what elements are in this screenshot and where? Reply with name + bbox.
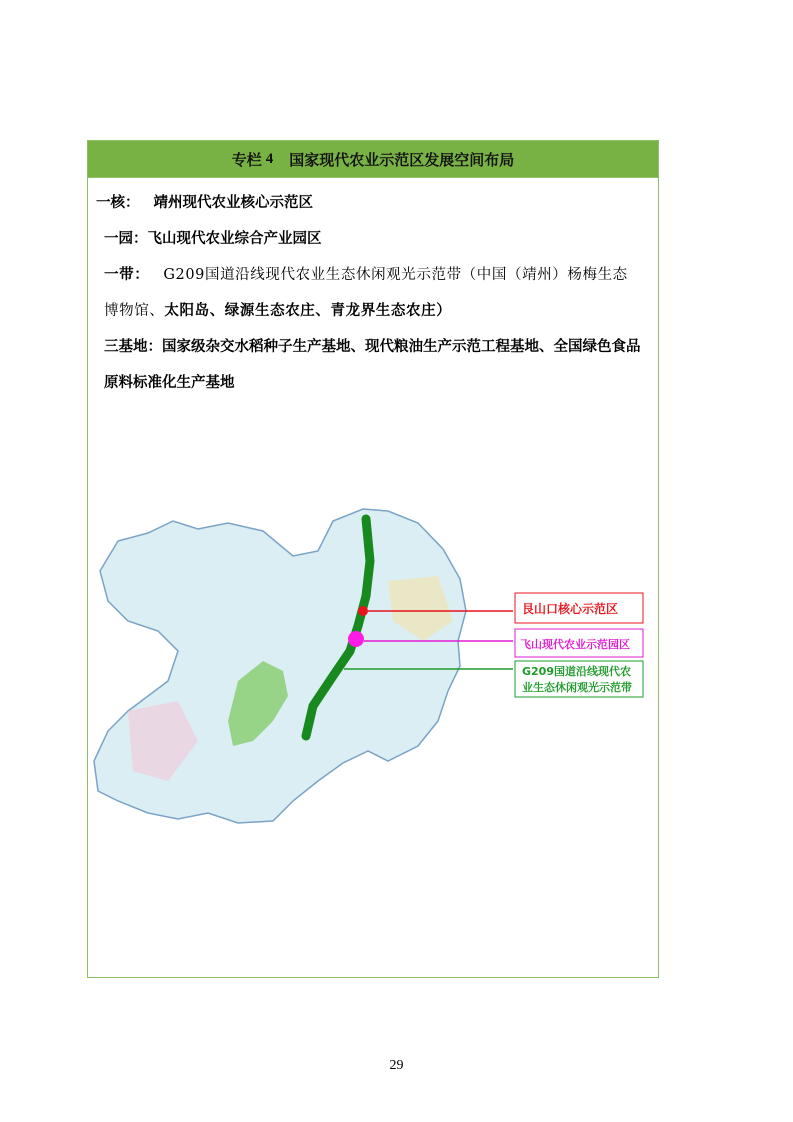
item-core [96,185,650,221]
item-label: 一园： [104,230,148,247]
belt-callout-line1: G209国道沿线现代农 [522,665,631,678]
box-number: 4 [265,150,274,167]
item-label: 一带： [104,266,150,283]
item-text: 飞山现代农业综合产业园区 [147,230,322,247]
belt-callout-line2: 业生态休闲观光示范带 [522,681,632,694]
feature-box [87,140,659,978]
box-content [96,185,650,401]
page-number: 29 [389,1058,404,1073]
item-bases [96,329,650,401]
park-callout-text: 飞山现代农业示范园区 [520,638,630,651]
item-label: 一核： [96,194,140,211]
map-outline [94,509,466,823]
item-park [96,221,650,257]
box-header [88,141,658,178]
item-text-plain-2: 博物馆、 [104,303,165,319]
county-map [88,501,660,831]
item-text-plain: G209国道沿线现代农业生态休闲观光示范带（中国（靖州）杨梅生态 [163,267,628,283]
item-label: 三基地： [104,338,162,355]
item-text-bold: 太阳岛、绿源生态农庄、青龙界生态农庄） [164,302,452,319]
item-text: 靖州现代农业核心示范区 [153,194,313,211]
item-belt [96,257,650,329]
box-title: 国家现代农业示范区发展空间布局 [289,150,515,169]
core-callout-text: 艮山口核心示范区 [522,602,619,616]
box-label: 专栏 [231,150,262,169]
core-zone-dot [358,606,368,616]
park-zone-dot [348,631,364,647]
item-text: 国家级杂交水稻种子生产基地、现代粮油生产示范工程基地、全国绿色食品原料标准化生产基地 [104,338,641,391]
